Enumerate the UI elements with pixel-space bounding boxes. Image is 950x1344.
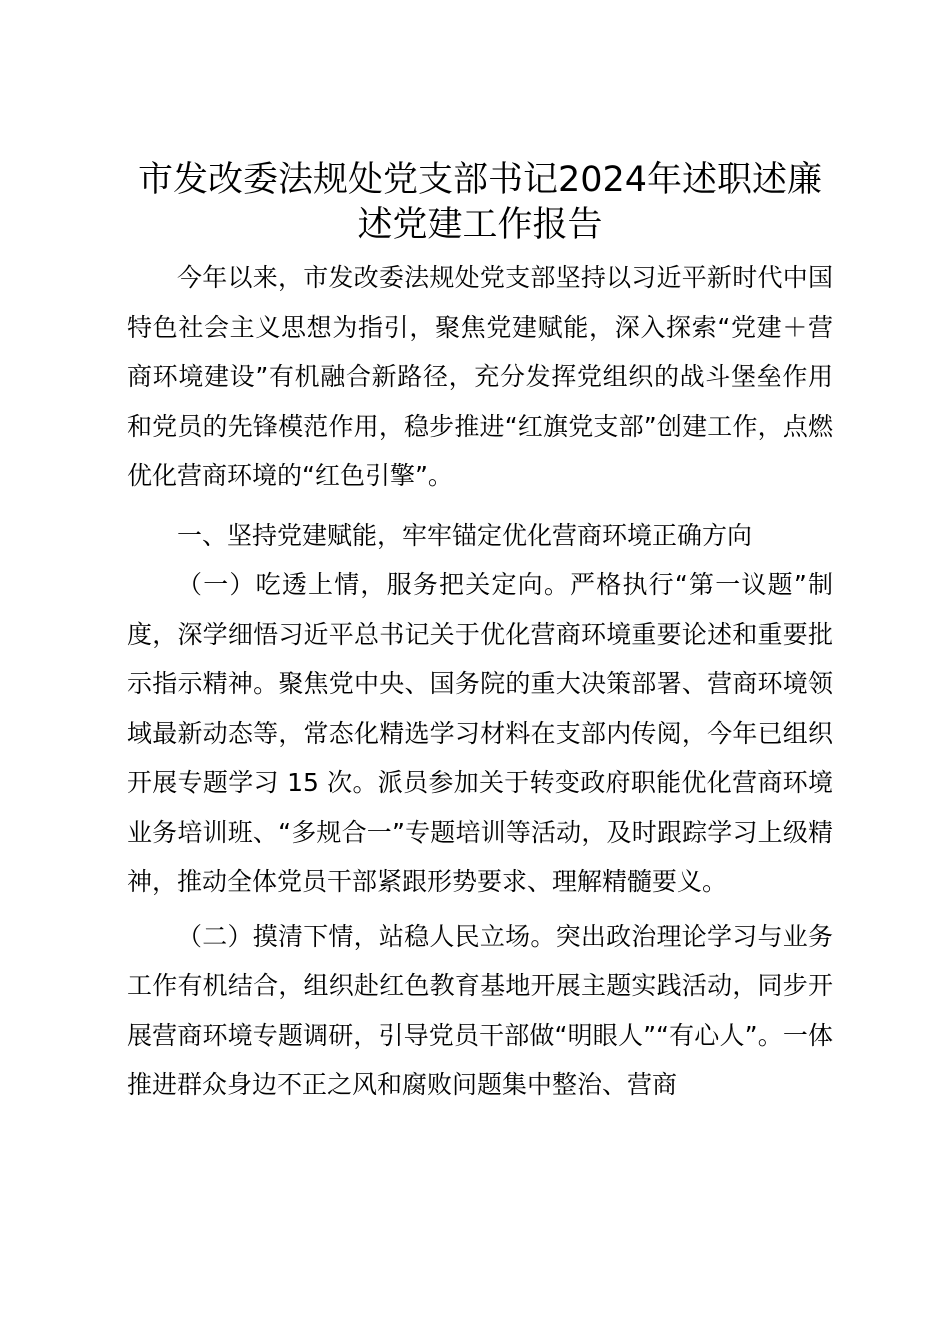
section-heading: 一、坚持党建赋能，牢牢锚定优化营商环境正确方向	[177, 520, 753, 550]
document-body	[127, 158, 833, 1110]
subsection-paragraph: （一）吃透上情，服务把关定向。严格执行“第一议题”制度，深学细悟习近平总书记关于优化营商环境重要论述和重要批示指示精神。聚焦党中央、国务院的重大决策部署、营商环境领域最新动态等，常态化精选学习材料在支部内传阅，今年已组织开展专题学习 15 次。派员参加关于转变政府职能优化营商环境业务培训班、“多规合一”专题培训等活动，及时跟踪学习上级精神，推动全体党员干部紧跟形势要求、理解精髓要义。	[127, 570, 833, 896]
subsection-paragraph: （二）摸清下情，站稳人民立场。突出政治理论学习与业务工作有机结合，组织赴红色教育基地开展主题实践活动，同步开展营商环境专题调研，引导党员干部做“明眼人”“有心人”。一体推进群众身边不正之风和腐败问题集中整治、营商	[127, 921, 833, 1099]
intro-paragraph: 今年以来，市发改委法规处党支部坚持以习近平新时代中国特色社会主义思想为指引，聚焦党建赋能，深入探索“党建＋营商环境建设”有机融合新路径，充分发挥党组织的战斗堡垒作用和党员的先锋模范作用，稳步推进“红旗党支部”创建工作，点燃优化营商环境的“红色引擎”。	[127, 263, 833, 490]
document-title: 市发改委法规处党支部书记2024年述职述廉述党建工作报告	[137, 160, 823, 245]
